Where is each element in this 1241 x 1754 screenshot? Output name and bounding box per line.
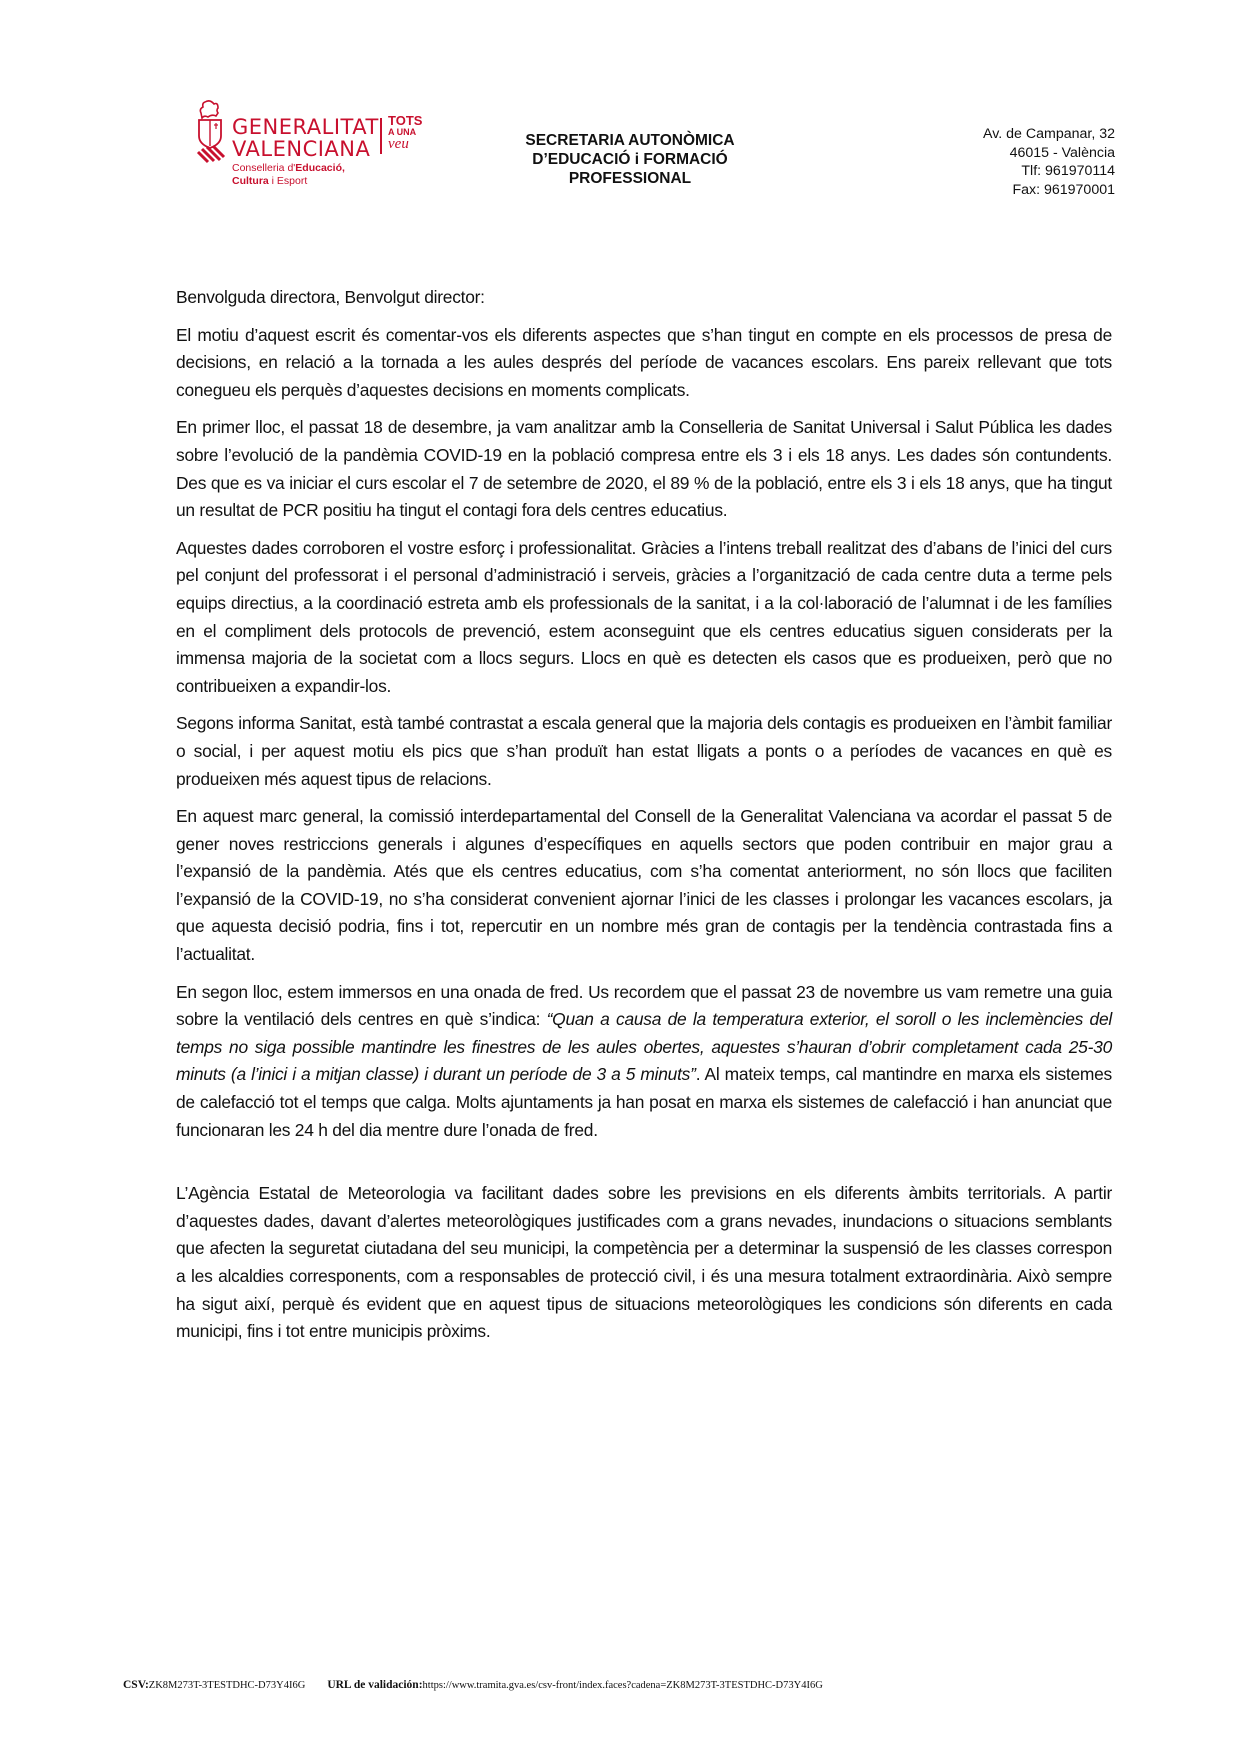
address-street: Av. de Campanar, 32 — [983, 126, 1115, 142]
url-label: URL de validación: — [327, 1679, 423, 1691]
address-phone: Tlf: 961970114 — [1021, 163, 1115, 179]
coat-of-arms-icon — [196, 100, 226, 170]
slogan-logo — [388, 113, 423, 152]
logo-name-line2: VALENCIANA — [232, 137, 371, 161]
slogan-line3: veu — [388, 136, 409, 152]
cold-intro: En segon lloc, estem immersos en una onada de fred. Us recordem que el passat 23 de novembre us vam remetre una guia sobre la ventilació dels centres en què s’indica: — [176, 981, 1112, 1030]
greeting: Benvolguda directora, Benvolgut director: — [176, 287, 485, 307]
letterhead — [0, 0, 1241, 230]
paragraph-effort: Aquestes dades corroboren el vostre esforç i professionalitat. Gràcies a l’intens treball realitzat des d’abans de l’inici del curs pel conjunt del professorat i el personal d’administració i serveis, gràcies a l’organització de cada centre duta a terme pels equips directius, a la coordinació estreta amb els professionals de la sanitat, i a la col·laboració de l’alumnat i de les famílies en el compliment dels protocols de prevenció, estem aconseguint que els centres educatius siguen considerats per la immensa majoria de la societat com a llocs segurs. Llocs en què es detecten els casos que es produeixen, però que no contribueixen a expandir-los. — [176, 537, 1112, 696]
slogan-line2: A UNA — [388, 127, 417, 137]
paragraph-cold-wave — [176, 979, 1112, 1145]
csv-label: CSV: — [123, 1679, 149, 1691]
address-block — [983, 125, 1115, 199]
department-education: Educació, — [295, 162, 345, 174]
department-prefix: Conselleria d' — [232, 162, 296, 174]
secretaria-title — [480, 131, 780, 188]
paragraph-sanitat: Segons informa Sanitat, està també contrastat a escala general que la majoria dels contagis es produeixen en l’àmbit familiar o social, i per aquest motiu els pics que s’han produït han estat lligats a ponts o a períodes de vacances en què es produeixen més aquest tipus de relacions. — [176, 713, 1112, 789]
address-city: 46015 - València — [1009, 144, 1115, 161]
slogan-line1: TOTS — [388, 113, 423, 128]
secretaria-line2: D’EDUCACIÓ i FORMACIÓ — [532, 151, 728, 168]
generalitat-logo — [196, 100, 456, 190]
cold-rest: . Al mateix temps, cal mantindre en marxa els sistemes de calefacció tot el temps que calga. Molts ajuntaments ja han posat en marxa els sistemes de calefacció i han anunciat que funcionaran les 24 h del dia mentre dure l’onada de fred. — [176, 1064, 1113, 1140]
logo-name-line1: GENERALITAT — [232, 115, 379, 139]
department-name — [232, 162, 345, 188]
paragraph-aemet: L’Agència Estatal de Meteorologia va facilitant dades sobre les previsions en els diferents àmbits territorials. A partir d’aquestes dades, davant d’alertes meteorològiques justificades com a grans nevades, inundacions o situacions semblants que afecten la seguretat ciutadana del seu municipi, la competència per a determinar la suspensió de les classes correspon a les alcaldies corresponents, com a responsables de protecció civil, i és una mesura totalment extraordinària. Això sempre ha sigut així, perquè és evident que en aquest tipus de situacions meteorològiques les condicions són diferents en cada municipi, fins i tot entre municipis pròxims. — [176, 1183, 1112, 1342]
ventilation-quote: “Quan a causa de la temperatura exterior, el soroll o les inclemències del temps no siga possible mantindre les finestres de les aules obertes, aquestes s’hauran d’obrir completament cada 25-30 minuts (a l’inici i a mitjan classe) i durant un període de 3 a 5 minuts” — [176, 1009, 1112, 1085]
validation-url[interactable]: https://www.tramita.gva.es/csv-front/index.faces?cadena=ZK8M273T-3TESTDHC-D73Y4I6G — [422, 1680, 823, 1691]
address-fax: Fax: 961970001 — [1012, 181, 1115, 198]
secretaria-line1: SECRETARIA AUTONÒMICA — [525, 132, 735, 149]
secretaria-line3: PROFESSIONAL — [568, 170, 692, 187]
letter-body — [176, 284, 1112, 1356]
generalitat-name — [232, 116, 379, 160]
paragraph-restrictions: En aquest marc general, la comissió interdepartamental del Consell de la Generalitat Valenciana va acordar el passat 5 de gener noves restriccions generals i algunes d’específiques en aquells sectors que poden contribuir en major grau a l’expansió de la pandèmia. Atés que els centres educatius, com s’ha comentat anteriorment, no són llocs que faciliten l’expansió de la COVID-19, no s’ha considerat convenient ajornar l’inici de les classes i prolongar les vacances escolars, ja que aquesta decisió podria, fins i tot, repercutir en un nombre més gran de contagis per la tendència contrastada fins a l’actualitat. — [176, 806, 1112, 965]
validation-footer — [123, 1679, 823, 1691]
paragraph-purpose: El motiu d’aquest escrit és comentar-vos els diferents aspectes que s’han tingut en compte en els processos de presa de decisions, en relació a la tornada a les aules després del període de vacances escolars. Ens pareix rellevant que tots conegueu els perquès d’aquestes decisions en moments complicats. — [176, 324, 1112, 400]
logo-divider — [380, 118, 382, 154]
department-culture: Cultura — [232, 175, 269, 187]
paragraph-covid-data: En primer lloc, el passat 18 de desembre, ja vam analitzar amb la Conselleria de Sanitat Universal i Salut Pública les dades sobre l’evolució de la pandèmia COVID-19 en la població compresa entre els 3 i els 18 anys. Les dades són contundents. Des que es va iniciar el curs escolar el 7 de setembre de 2020, el 89 % de la població, entre els 3 i els 18 anys, que ha tingut un resultat de PCR positiu ha tingut el contagi fora dels centres educatius. — [176, 417, 1112, 521]
department-sport: i Esport — [268, 175, 308, 187]
csv-value: ZK8M273T-3TESTDHC-D73Y4I6G — [148, 1680, 306, 1691]
